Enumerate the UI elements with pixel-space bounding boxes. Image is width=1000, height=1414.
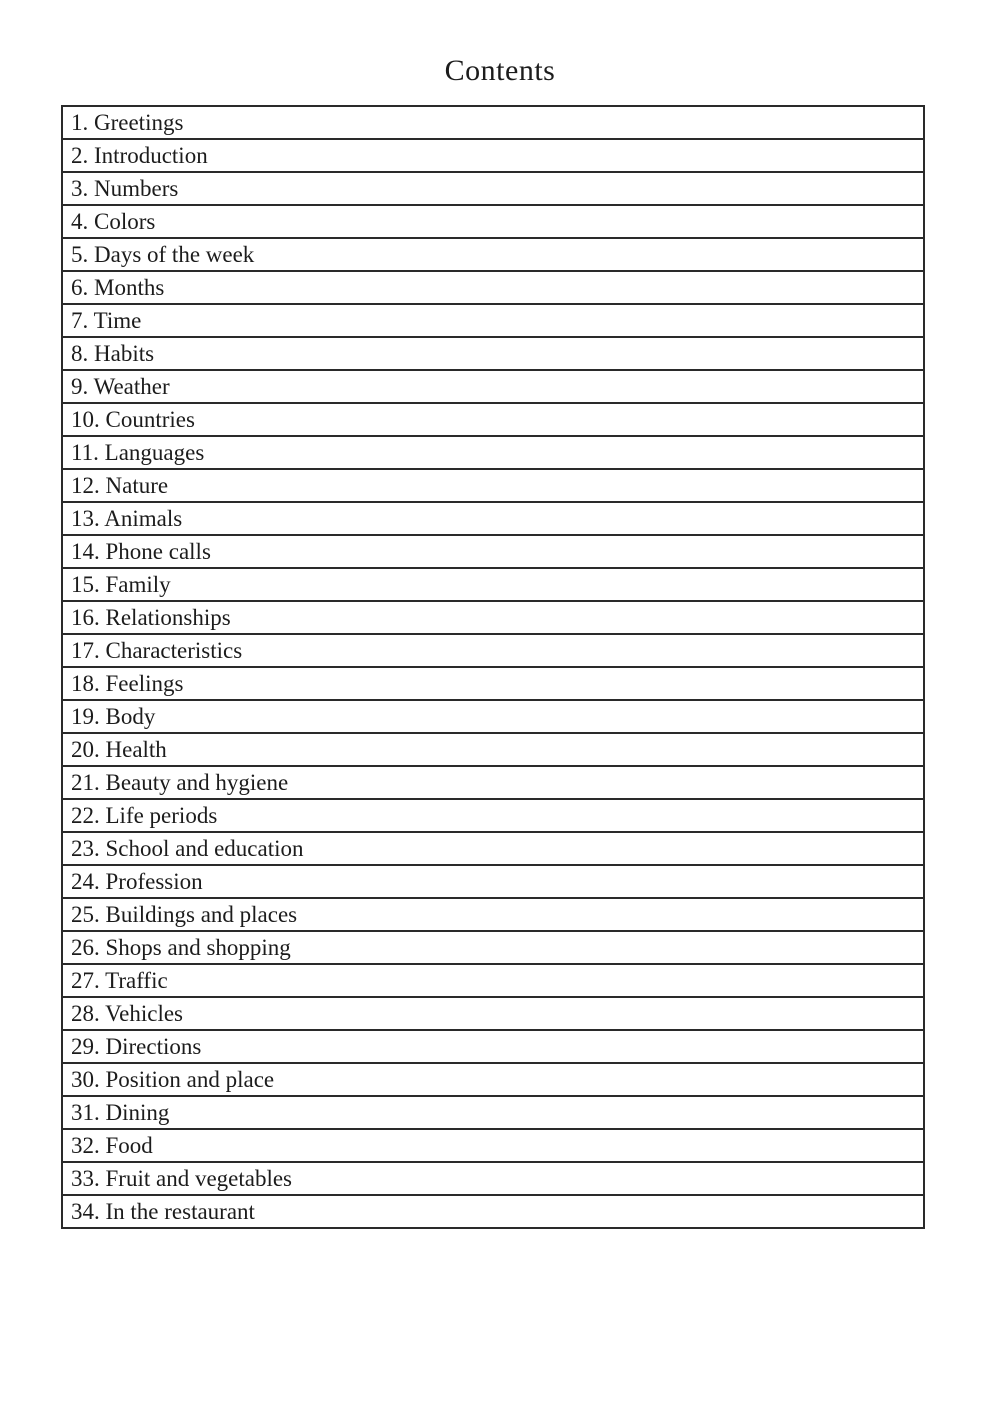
contents-item-label: 10. Countries xyxy=(62,403,924,436)
contents-item-label: 5. Days of the week xyxy=(62,238,924,271)
table-row xyxy=(62,1030,924,1063)
contents-item-label: 24. Profession xyxy=(62,865,924,898)
page-title: Contents xyxy=(444,54,556,87)
table-row xyxy=(62,271,924,304)
table-row xyxy=(62,568,924,601)
contents-item-label: 19. Body xyxy=(62,700,924,733)
contents-item-label: 17. Characteristics xyxy=(62,634,924,667)
table-row xyxy=(62,1096,924,1129)
contents-item-label: 9. Weather xyxy=(62,370,924,403)
table-row xyxy=(62,733,924,766)
contents-item-label: 18. Feelings xyxy=(62,667,924,700)
table-row xyxy=(62,766,924,799)
table-row xyxy=(62,205,924,238)
contents-item-label: 32. Food xyxy=(62,1129,924,1162)
table-row xyxy=(62,634,924,667)
contents-item-label: 4. Colors xyxy=(62,205,924,238)
table-row xyxy=(62,1129,924,1162)
contents-item-label: 8. Habits xyxy=(62,337,924,370)
contents-item-label: 1. Greetings xyxy=(62,106,924,139)
table-row xyxy=(62,832,924,865)
contents-item-label: 30. Position and place xyxy=(62,1063,924,1096)
table-row xyxy=(62,898,924,931)
table-row xyxy=(62,601,924,634)
contents-item-label: 23. School and education xyxy=(62,832,924,865)
table-row xyxy=(62,1162,924,1195)
table-row xyxy=(62,865,924,898)
table-row xyxy=(62,535,924,568)
table-row xyxy=(62,931,924,964)
contents-item-label: 16. Relationships xyxy=(62,601,924,634)
table-row xyxy=(62,370,924,403)
table-row xyxy=(62,337,924,370)
contents-item-label: 31. Dining xyxy=(62,1096,924,1129)
contents-item-label: 33. Fruit and vegetables xyxy=(62,1162,924,1195)
table-row xyxy=(62,106,924,139)
table-row xyxy=(62,403,924,436)
contents-item-label: 12. Nature xyxy=(62,469,924,502)
contents-item-label: 28. Vehicles xyxy=(62,997,924,1030)
contents-item-label: 27. Traffic xyxy=(62,964,924,997)
contents-item-label: 3. Numbers xyxy=(62,172,924,205)
contents-item-label: 11. Languages xyxy=(62,436,924,469)
contents-item-label: 21. Beauty and hygiene xyxy=(62,766,924,799)
contents-item-label: 15. Family xyxy=(62,568,924,601)
contents-item-label: 13. Animals xyxy=(62,502,924,535)
table-row xyxy=(62,667,924,700)
contents-item-label: 29. Directions xyxy=(62,1030,924,1063)
contents-item-label: 7. Time xyxy=(62,304,924,337)
contents-item-label: 22. Life periods xyxy=(62,799,924,832)
table-row xyxy=(62,1195,924,1228)
contents-item-label: 26. Shops and shopping xyxy=(62,931,924,964)
contents-item-label: 2. Introduction xyxy=(62,139,924,172)
table-row xyxy=(62,1063,924,1096)
contents-item-label: 6. Months xyxy=(62,271,924,304)
table-row xyxy=(62,238,924,271)
contents-item-label: 34. In the restaurant xyxy=(62,1195,924,1228)
table-row xyxy=(62,502,924,535)
table-row xyxy=(62,997,924,1030)
table-row xyxy=(62,964,924,997)
contents-item-label: 14. Phone calls xyxy=(62,535,924,568)
contents-table xyxy=(61,105,925,1229)
table-row xyxy=(62,700,924,733)
table-row xyxy=(62,469,924,502)
contents-table-body xyxy=(62,106,924,1228)
table-row xyxy=(62,799,924,832)
table-row xyxy=(62,172,924,205)
contents-item-label: 20. Health xyxy=(62,733,924,766)
table-row xyxy=(62,139,924,172)
table-row xyxy=(62,436,924,469)
contents-item-label: 25. Buildings and places xyxy=(62,898,924,931)
table-row xyxy=(62,304,924,337)
